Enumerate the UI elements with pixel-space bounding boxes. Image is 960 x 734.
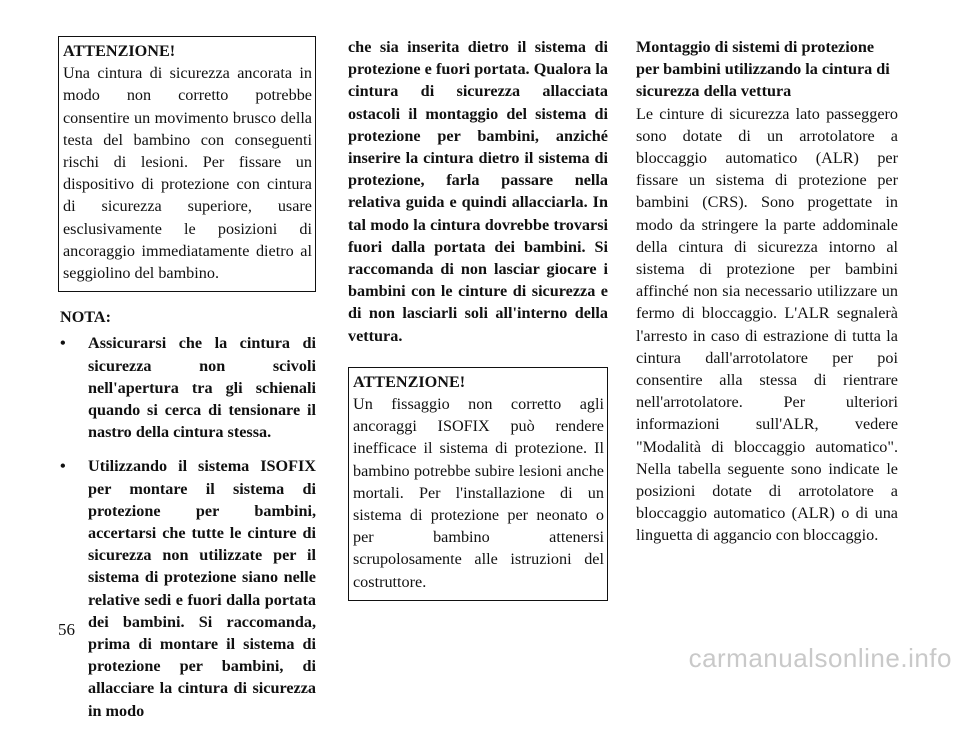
note-text: Utilizzando il sistema ISOFIX per montare il sistema di protezione per bambini, accertarsi che tutte le cinture di sicurezza non utilizzate per il sistema di protezione siano nelle relative sedi e fuori dalla portata dei bambini. Si raccomanda, prima di montare il sistema di protezione per bambini, di allacciare la cintura di sicurezza in modo (88, 457, 316, 720)
note-text: Assicurarsi che la cintura di sicurezza non scivoli nell'apertura tra gli schienali quando si cerca di tensionare il nastro della cintura stessa. (88, 334, 316, 442)
bullet-icon: • (60, 457, 66, 476)
warning-box-isofix (348, 367, 608, 601)
warning-title: ATTENZIONE! (353, 372, 466, 391)
middle-column (348, 36, 608, 601)
section-heading: Montaggio di sistemi di protezione per bambini utilizzando la cintura di sicurezza della vettura (636, 38, 890, 101)
warning-title: ATTENZIONE! (63, 42, 176, 60)
bullet-icon: • (60, 334, 66, 353)
continued-note-text: che sia inserita dietro il sistema di protezione e fuori portata. Qualora la cintura di sicurezza allacciata ostacoli il montaggio del sistema di protezione per bambini, anziché inserire la cintura dietro il sistema di protezione, farla passare nella relativa guida e quindi allacciarla. In tal modo la cintura dovrebbe trovarsi fuori dalla portata dei bambini. Si raccomanda di non lasciar giocare i bambini con le cinture di sicurezza e di non lasciarli soli all'interno della vettura. (348, 38, 608, 345)
warning-text: Un fissaggio non corretto agli ancoraggi ISOFIX può rendere inefficace il sistema di protezione. Il bambino potrebbe subire lesioni anche mortali. Per l'installazione di un sistema di protezione per neonato o per bambino attenersi scrupolosamente alle istruzioni del costruttore. (353, 395, 604, 591)
watermark: carmanualsonline.info (688, 643, 952, 673)
note-list (58, 332, 316, 721)
note-item (58, 455, 316, 721)
warning-text: Una cintura di sicurezza ancorata in modo non corretto potrebbe consentire un movimento brusco della testa del bambino con conseguenti rischi di lesioni. Per fissare un dispositivo di protezione con cintura di sicurezza superiore, usare esclusivamente le posizioni di ancoraggio immediatamente dietro al seggiolino del bambino. (63, 64, 312, 283)
left-column (58, 36, 316, 734)
section-body: Le cinture di sicurezza lato passeggero sono dotate di un arrotolatore a bloccaggio automatico (ALR) per fissare un sistema di protezione per bambini (CRS). Sono progettate in modo da stringere la parte addominale della cintura di sicurezza intorno al sistema di protezione per bambini affinché non sia necessario utilizzare un fermo di bloccaggio. L'ALR segnalerà l'arresto in caso di estrazione di tutta la cintura dall'arrotolatore per poi consentire alla stessa di rientrare nell'arrotolatore. Per ulteriori informazioni sull'ALR, vedere "Modalità di bloccaggio automatico". Nella tabella seguente sono indicate le posizioni dotate di arrotolatore a bloccaggio automatico (ALR) o di una linguetta di aggancio con bloccaggio. (636, 104, 898, 545)
warning-box-seatbelt (58, 36, 316, 292)
right-column (636, 36, 898, 547)
page-number: 56 (58, 620, 75, 639)
note-label: NOTA: (60, 308, 111, 327)
note-item (58, 332, 316, 443)
